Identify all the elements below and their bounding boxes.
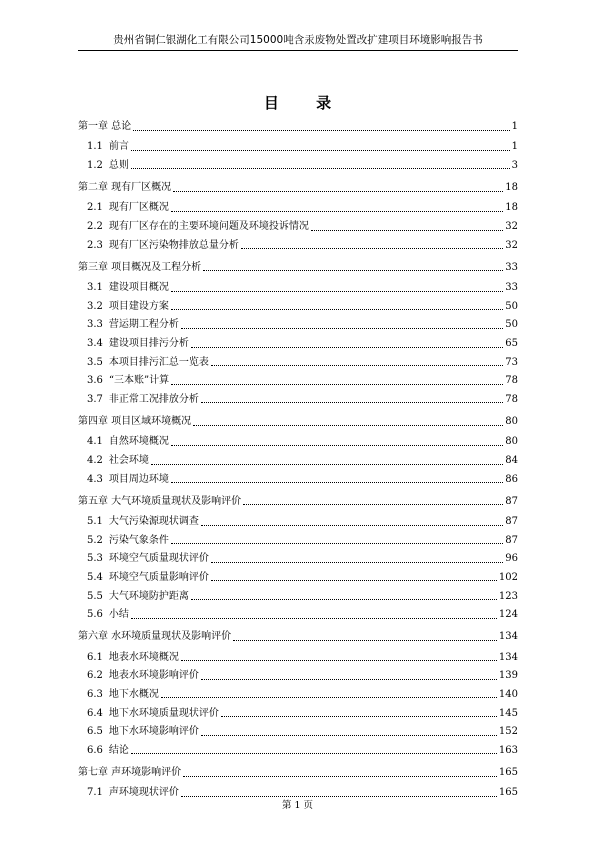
toc-section-entry[interactable] (78, 667, 518, 686)
toc-page-number: 18 (505, 202, 518, 214)
toc-dot-leader (171, 211, 503, 212)
toc-entry-number: 5.6 (87, 609, 103, 621)
toc-section-entry[interactable] (78, 532, 518, 551)
toc-entry-label: 大气环境防护距离 (108, 590, 189, 602)
toc-entry-number: 6.4 (87, 707, 103, 719)
toc-dot-leader (181, 660, 497, 661)
toc-section-entry[interactable] (78, 686, 518, 705)
toc-dot-leader (171, 482, 503, 483)
toc-entry-number: 7.1 (87, 787, 103, 799)
toc-dot-leader (171, 543, 503, 544)
toc-entry-number: 3.1 (87, 282, 103, 294)
toc-entry-number: 4.2 (87, 455, 103, 467)
toc-entry-number: 6.2 (87, 670, 103, 682)
toc-entry-label: 非正常工况排放分析 (108, 393, 199, 405)
toc-entry-number: 3.7 (87, 393, 103, 405)
toc-entry-label: 社会环境 (108, 455, 149, 467)
toc-dot-leader (173, 191, 503, 192)
toc-page-number: 165 (498, 767, 518, 779)
table-of-contents (78, 116, 518, 803)
toc-dot-leader (221, 716, 497, 717)
toc-page-number: 78 (505, 375, 518, 387)
toc-page-number: 80 (505, 436, 518, 448)
toc-entry-title (87, 609, 129, 621)
toc-page-number: 33 (505, 261, 518, 273)
toc-entry-label: “三本账”计算 (108, 375, 170, 387)
toc-entry-label: 环境空气质量影响评价 (108, 571, 209, 583)
page-header: 贵州省铜仁银湖化工有限公司15000吨含汞废物处置改扩建项目环境影响报告书 (113, 34, 483, 46)
toc-dot-leader (131, 168, 510, 169)
toc-entry-title (87, 689, 159, 701)
toc-entry-title (78, 416, 191, 428)
toc-entry-label: 大气污染源现状调查 (108, 516, 199, 528)
toc-dot-leader (181, 796, 497, 797)
toc-entry-label: 第七章 声环境影响评价 (78, 767, 182, 779)
toc-dot-leader (171, 384, 503, 385)
toc-dot-leader (211, 365, 503, 366)
toc-section-entry[interactable] (78, 236, 518, 255)
toc-entry-label: 项目建设方案 (108, 300, 169, 312)
toc-entry-label: 现有厂区概况 (108, 202, 169, 214)
toc-page-number: 87 (505, 534, 518, 546)
toc-chapter-entry[interactable] (78, 411, 518, 433)
toc-section-entry[interactable] (78, 391, 518, 410)
toc-entry-title (87, 160, 129, 172)
toc-entry-title (87, 357, 209, 369)
toc-section-entry[interactable] (78, 157, 518, 176)
toc-entry-title (78, 767, 181, 779)
toc-entry-label: 自然环境概况 (108, 436, 169, 448)
toc-entry-label: 第五章 大气环境质量现状及影响评价 (78, 495, 242, 507)
toc-page-number: 124 (498, 609, 518, 621)
toc-entry-label: 地下水概况 (108, 688, 159, 700)
toc-page-number: 139 (498, 670, 518, 682)
toc-dot-leader (233, 640, 497, 641)
toc-page-number: 65 (505, 338, 518, 350)
toc-entry-title (87, 708, 219, 720)
toc-page-number: 87 (505, 495, 518, 507)
toc-entry-number: 4.1 (87, 436, 103, 448)
toc-page-number: 140 (498, 688, 518, 700)
toc-page-number: 96 (505, 553, 518, 565)
toc-entry-label: 现有厂区存在的主要环境问题及环境投诉情况 (108, 221, 309, 233)
toc-entry-label: 项目周边环境 (108, 473, 169, 485)
toc-entry-title (87, 319, 179, 331)
toc-section-entry[interactable] (78, 199, 518, 218)
toc-dot-leader (211, 562, 503, 563)
toc-entry-title (87, 670, 199, 682)
toc-page-number: 1 (511, 141, 518, 153)
toc-entry-number: 5.3 (87, 553, 103, 565)
toc-entry-label: 地表水环境影响评价 (108, 670, 199, 682)
toc-entry-label: 营运期工程分析 (108, 319, 179, 331)
toc-entry-number: 2.2 (87, 221, 103, 233)
toc-entry-title (87, 474, 169, 486)
toc-page-number: 134 (498, 631, 518, 643)
toc-dot-leader (161, 697, 497, 698)
toc-section-entry[interactable] (78, 372, 518, 391)
toc-entry-number: 3.6 (87, 375, 103, 387)
toc-section-entry[interactable] (78, 569, 518, 588)
toc-entry-number: 3.2 (87, 300, 103, 312)
toc-page-number: 50 (505, 300, 518, 312)
toc-dot-leader (131, 150, 510, 151)
toc-entry-label: 建设项目排污分析 (108, 338, 189, 350)
toc-section-entry[interactable] (78, 587, 518, 606)
toc-page-number: 1 (511, 121, 518, 132)
toc-dot-leader (201, 679, 497, 680)
toc-section-entry[interactable] (78, 335, 518, 354)
toc-entry-label: 建设项目概况 (108, 282, 169, 294)
toc-section-entry[interactable] (78, 723, 518, 742)
toc-chapter-entry[interactable] (78, 116, 518, 138)
toc-dot-leader (203, 270, 503, 271)
toc-page-number: 32 (505, 239, 518, 251)
toc-dot-leader (133, 130, 509, 131)
toc-entry-title (78, 182, 171, 194)
toc-entry-title (87, 535, 169, 547)
toc-entry-number: 4.3 (87, 473, 103, 485)
toc-chapter-entry[interactable] (78, 257, 518, 279)
toc-dot-leader (241, 248, 503, 249)
toc-dot-leader (171, 445, 503, 446)
toc-page-number: 163 (498, 744, 518, 756)
toc-entry-title (78, 121, 131, 133)
toc-chapter-entry[interactable] (78, 626, 518, 648)
toc-dot-leader (201, 735, 497, 736)
toc-page-number: 32 (505, 221, 518, 233)
toc-entry-title (87, 338, 189, 350)
toc-entry-title (78, 631, 231, 643)
toc-page-number: 18 (505, 182, 518, 194)
toc-entry-number: 3.5 (87, 356, 103, 368)
toc-section-entry[interactable] (78, 550, 518, 569)
toc-page-number: 33 (505, 282, 518, 294)
toc-entry-title (87, 202, 169, 214)
toc-entry-number: 6.5 (87, 726, 103, 738)
toc-page-number: 80 (505, 416, 518, 428)
toc-section-entry[interactable] (78, 704, 518, 723)
toc-dot-leader (211, 580, 497, 581)
toc-entry-title (87, 436, 169, 448)
toc-section-entry[interactable] (78, 279, 518, 298)
toc-entry-title (87, 240, 239, 252)
toc-dot-leader (131, 753, 497, 754)
toc-page-number: 78 (505, 393, 518, 405)
toc-entry-label: 第二章 现有厂区概况 (78, 182, 172, 194)
toc-entry-label: 结论 (108, 744, 129, 756)
toc-entry-number: 3.4 (87, 338, 103, 350)
toc-entry-label: 总则 (108, 159, 129, 171)
toc-entry-number: 5.2 (87, 534, 103, 546)
toc-page-number: 102 (498, 571, 518, 583)
toc-entry-title (78, 496, 241, 508)
toc-dot-leader (311, 230, 503, 231)
toc-entry-label: 声环境现状评价 (108, 787, 179, 799)
toc-chapter-entry[interactable] (78, 762, 518, 784)
toc-title: 目 录 (263, 94, 348, 112)
toc-dot-leader (191, 347, 503, 348)
toc-entry-number: 5.5 (87, 590, 103, 602)
toc-entry-title (87, 591, 189, 603)
toc-entry-title (78, 262, 201, 274)
toc-dot-leader (151, 464, 503, 465)
toc-entry-title (87, 221, 309, 233)
toc-dot-leader (191, 599, 497, 600)
toc-entry-title (87, 455, 149, 467)
toc-entry-number: 1.2 (87, 159, 103, 171)
toc-section-entry[interactable] (78, 470, 518, 489)
toc-entry-title (87, 375, 169, 387)
toc-page-number: 123 (498, 590, 518, 602)
toc-entry-title (87, 745, 129, 757)
toc-entry-number: 2.1 (87, 202, 103, 214)
toc-entry-label: 第六章 水环境质量现状及影响评价 (78, 631, 232, 643)
toc-entry-label: 前言 (108, 141, 129, 153)
toc-section-entry[interactable] (78, 433, 518, 452)
toc-dot-leader (181, 328, 503, 329)
toc-entry-number: 6.3 (87, 688, 103, 700)
toc-dot-leader (243, 504, 503, 505)
toc-dot-leader (183, 776, 497, 777)
toc-dot-leader (193, 425, 503, 426)
toc-page-number: 84 (505, 455, 518, 467)
toc-entry-label: 现有厂区污染物排放总量分析 (108, 239, 239, 251)
toc-entry-number: 2.3 (87, 239, 103, 251)
toc-entry-label: 第一章 总论 (78, 121, 132, 132)
page-number: 第 1 页 (281, 800, 314, 811)
toc-entry-title (87, 726, 199, 738)
toc-section-entry[interactable] (78, 606, 518, 625)
toc-entry-title (87, 652, 179, 664)
toc-entry-number: 6.1 (87, 651, 103, 663)
toc-entry-label: 污染气象条件 (108, 534, 169, 546)
toc-entry-number: 5.1 (87, 516, 103, 528)
toc-section-entry[interactable] (78, 138, 518, 157)
toc-page-number: 145 (498, 707, 518, 719)
toc-page-number: 50 (505, 319, 518, 331)
toc-dot-leader (171, 309, 503, 310)
toc-entry-label: 小结 (108, 609, 129, 621)
toc-entry-title (87, 282, 169, 294)
toc-section-entry[interactable] (78, 316, 518, 335)
toc-section-entry[interactable] (78, 353, 518, 372)
toc-chapter-entry[interactable] (78, 491, 518, 513)
toc-entry-label: 地下水环境质量现状评价 (108, 707, 219, 719)
toc-entry-label: 第四章 项目区域环境概况 (78, 416, 192, 428)
toc-section-entry[interactable] (78, 298, 518, 317)
toc-dot-leader (171, 291, 503, 292)
toc-entry-label: 环境空气质量现状评价 (108, 553, 209, 565)
header-rule (78, 50, 518, 51)
toc-dot-leader (131, 618, 497, 619)
toc-entry-label: 地表水环境概况 (108, 651, 179, 663)
toc-entry-number: 1.1 (87, 141, 103, 153)
toc-page-number: 86 (505, 473, 518, 485)
toc-page-number: 152 (498, 726, 518, 738)
toc-dot-leader (201, 402, 503, 403)
toc-entry-title (87, 787, 179, 799)
toc-page-number: 3 (511, 159, 518, 171)
toc-entry-title (87, 301, 169, 313)
toc-dot-leader (201, 525, 503, 526)
toc-section-entry[interactable] (78, 648, 518, 667)
toc-entry-label: 地下水环境影响评价 (108, 726, 199, 738)
toc-page-number: 134 (498, 651, 518, 663)
toc-entry-label: 本项目排污汇总一览表 (108, 356, 209, 368)
toc-entry-number: 5.4 (87, 571, 103, 583)
toc-entry-label: 第三章 项目概况及工程分析 (78, 261, 202, 273)
toc-entry-title (87, 553, 209, 565)
toc-entry-title (87, 516, 199, 528)
toc-page-number: 87 (505, 516, 518, 528)
toc-page-number: 165 (498, 787, 518, 799)
toc-entry-title (87, 394, 199, 406)
toc-page-number: 73 (505, 356, 518, 368)
toc-entry-title (87, 141, 129, 153)
toc-entry-number: 3.3 (87, 319, 103, 331)
toc-section-entry[interactable] (78, 452, 518, 471)
toc-section-entry[interactable] (78, 218, 518, 237)
toc-entry-title (87, 572, 209, 584)
toc-section-entry[interactable] (78, 741, 518, 760)
toc-entry-number: 6.6 (87, 744, 103, 756)
toc-section-entry[interactable] (78, 513, 518, 532)
toc-chapter-entry[interactable] (78, 177, 518, 199)
